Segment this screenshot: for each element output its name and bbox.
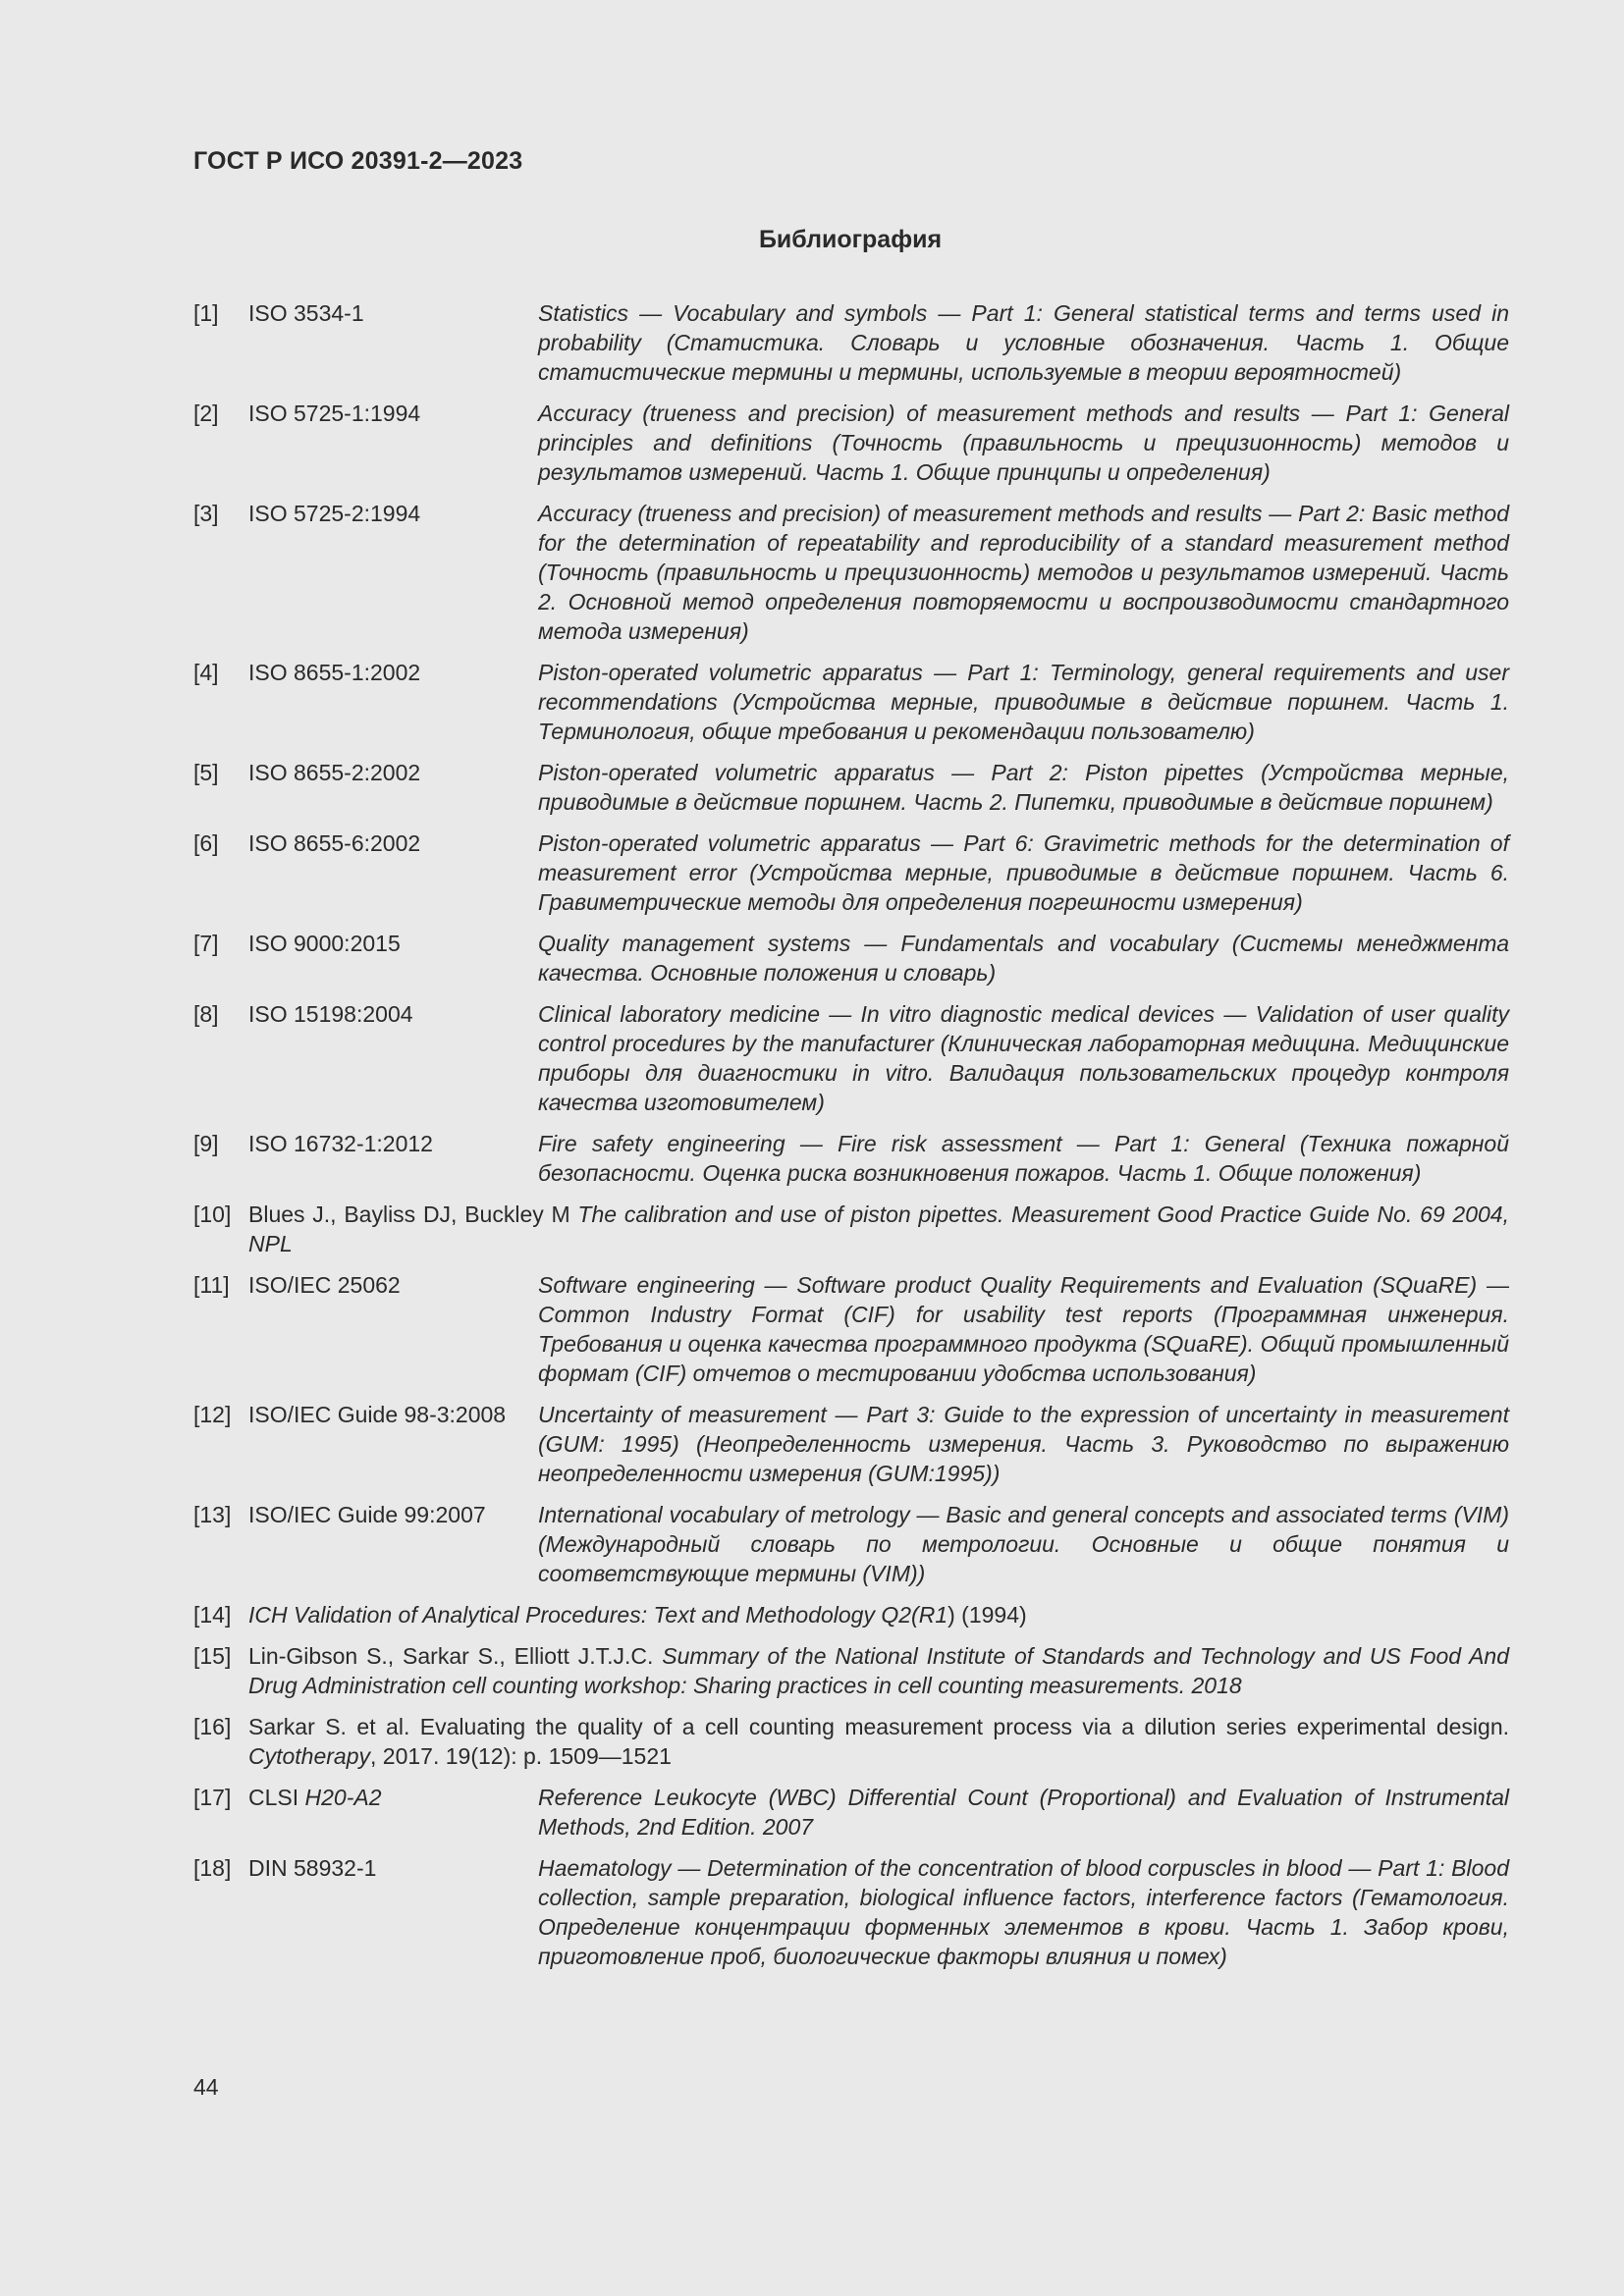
entry-number: [9] <box>193 1131 219 1156</box>
bibliography-entry-9 <box>193 1129 1509 1188</box>
bibliography-entry-15 <box>193 1641 1509 1700</box>
entry-number: [1] <box>193 300 219 326</box>
entry-standard-code: ISO/IEC Guide 98-3:2008 <box>248 1402 507 1427</box>
bibliography-entry-14 <box>193 1600 1509 1629</box>
entry-title: Fire safety engineering — Fire risk assessment — Part 1: General (Техника пожарной безопасности. Оценка риска возникновения пожаров. Часть 1. Общие положения) <box>538 1131 1509 1186</box>
bibliography-entry-5 <box>193 758 1509 817</box>
entry-citation <box>248 1200 1509 1258</box>
entry-number: [16] <box>193 1714 232 1739</box>
entry-title: International vocabulary of metrology — Basic and general concepts and associated terms (VIM) (Международный словарь по метрологии. Основные и общие понятия и соответствующие термины (VIM)) <box>538 1502 1509 1586</box>
entry-number: [2] <box>193 400 219 426</box>
entry-standard-code: ISO 15198:2004 <box>248 1001 413 1027</box>
page-number: 44 <box>193 2074 219 2100</box>
entry-number: [6] <box>193 830 219 856</box>
bibliography-entry-7 <box>193 929 1509 988</box>
entry-number: [5] <box>193 760 219 785</box>
entry-standard-code: ISO 8655-2:2002 <box>248 760 421 785</box>
entry-number: [13] <box>193 1502 232 1527</box>
entry-standard-code: ISO 16732-1:2012 <box>248 1131 433 1156</box>
bibliography-list <box>193 298 1509 1983</box>
bibliography-entry-13 <box>193 1500 1509 1588</box>
entry-authors: Blues J., Bayliss DJ, Buckley M <box>248 1201 570 1227</box>
entry-number: [15] <box>193 1643 232 1669</box>
entry-title: Summary of the National Institute of Standards and Technology and US Food And Drug Administration cell counting workshop: Sharing practices in cell counting measurements. 2018 <box>248 1643 1509 1698</box>
entry-title: Clinical laboratory medicine — In vitro diagnostic medical devices — Validation of user quality control procedures by the manufacturer (Клиническая лабораторная медицина. Медицинские приборы для диагностики in vitro. Валидация пользовательских процедур контроля качества изготовителем) <box>538 1001 1509 1115</box>
entry-title: Accuracy (trueness and precision) of measurement methods and results — Part 1: General principles and definitions (Точность (правильность и прецизионность) методов и результатов измерений. Часть 1. Общие принципы и определения) <box>538 400 1509 485</box>
bibliography-entry-10 <box>193 1200 1509 1258</box>
document-id-header: ГОСТ Р ИСО 20391-2—2023 <box>193 147 523 175</box>
entry-text: Sarkar S. et al. Evaluating the quality of a cell counting measurement process via a dilution series experimental design. <box>248 1714 1509 1739</box>
entry-title-revision: R1 <box>918 1602 948 1628</box>
entry-number: [11] <box>193 1272 230 1298</box>
bibliography-entry-16 <box>193 1712 1509 1771</box>
bibliography-entry-11 <box>193 1270 1509 1388</box>
bibliography-entry-8 <box>193 999 1509 1117</box>
entry-title: Reference Leukocyte (WBC) Differential Count (Proportional) and Evaluation of Instrumental Methods, 2nd Edition. 2007 <box>538 1785 1509 1840</box>
entry-journal: Cytotherapy <box>248 1743 371 1769</box>
entry-number: [14] <box>193 1602 232 1628</box>
entry-citation <box>248 1641 1509 1700</box>
entry-title: Piston-operated volumetric apparatus — Part 6: Gravimetric methods for the determination of measurement error (Устройства мерные, приводимые в действие поршнем. Часть 6. Гравиметрические методы для определения погрешности измерения) <box>538 830 1509 915</box>
entry-number: [7] <box>193 931 219 956</box>
entry-standard-code: DIN 58932-1 <box>248 1855 377 1881</box>
bibliography-entry-18 <box>193 1853 1509 1971</box>
entry-number: [8] <box>193 1001 219 1027</box>
entry-authors: Lin-Gibson S., Sarkar S., Elliott J.T.J.C. <box>248 1643 654 1669</box>
section-title: Библиография <box>758 226 943 253</box>
entry-standard-code <box>248 1783 382 1812</box>
entry-standard-code: ISO/IEC 25062 <box>248 1272 401 1298</box>
entry-title-tail: ) (1994) <box>947 1602 1027 1628</box>
entry-number: [18] <box>193 1855 232 1881</box>
bibliography-entry-17 <box>193 1783 1509 1842</box>
entry-number: [10] <box>193 1201 232 1227</box>
bibliography-entry-3 <box>193 499 1509 646</box>
entry-standard-code: ISO/IEC Guide 99:2007 <box>248 1502 486 1527</box>
entry-number: [12] <box>193 1402 232 1427</box>
entry-number: [3] <box>193 501 219 526</box>
entry-title: Piston-operated volumetric apparatus — Part 1: Terminology, general requirements and user recommendations (Устройства мерные, приводимые в действие поршнем. Часть 1. Терминология, общие требования и рекомендации пользователю) <box>538 660 1509 744</box>
entry-title: Statistics — Vocabulary and symbols — Part 1: General statistical terms and terms used in probability (Статистика. Словарь и условные обозначения. Часть 1. Общие статистические термины и термины, используемые в теории вероятностей) <box>538 300 1509 385</box>
entry-citation <box>248 1712 1509 1771</box>
entry-code-doc: H20-A2 <box>304 1785 382 1810</box>
entry-standard-code: ISO 8655-6:2002 <box>248 830 421 856</box>
entry-title: Uncertainty of measurement — Part 3: Guide to the expression of uncertainty in measurement (GUM: 1995) (Неопределенность измерения. Часть 3. Руководство по выражению неопределенности измерения (GUM:1995)) <box>538 1402 1509 1486</box>
entry-title: Haematology — Determination of the concentration of blood corpuscles in blood — Part 1: Blood collection, sample preparation, biological influence factors, interference factors (Гематология. Определение концентрации форменных элементов в крови. Часть 1. Забор крови, приготовление проб, биологические факторы влияния и помех) <box>538 1855 1509 1969</box>
entry-standard-code: ISO 9000:2015 <box>248 931 401 956</box>
entry-standard-code: ISO 3534-1 <box>248 300 364 326</box>
entry-code-org: CLSI <box>248 1785 299 1810</box>
entry-title: Software engineering — Software product Quality Requirements and Evaluation (SQuaRE) — Common Industry Format (CIF) for usability test reports (Программная инженерия. Требования и оценка качества программного продукта (SQuaRE). Общий промышленный формат (CIF) отчетов о тестировании удобства использования) <box>538 1272 1509 1386</box>
entry-tail: , 2017. 19(12): p. 1509—1521 <box>370 1743 672 1769</box>
bibliography-entry-4 <box>193 658 1509 746</box>
entry-number: [17] <box>193 1785 232 1810</box>
entry-citation <box>248 1600 1509 1629</box>
entry-title: ICH Validation of Analytical Procedures: Text and Methodology Q2( <box>248 1602 919 1628</box>
entry-title: Quality management systems — Fundamentals and vocabulary (Системы менеджмента качества. Основные положения и словарь) <box>538 931 1509 986</box>
entry-title: Accuracy (trueness and precision) of measurement methods and results — Part 2: Basic method for the determination of repeatability and reproducibility of a standard measurement method (Точность (правильность и прецизионность) методов и результатов измерений. Часть 2. Основной метод определения повторяемости и воспроизводимости стандартного метода измерения) <box>538 501 1509 644</box>
bibliography-entry-1 <box>193 298 1509 387</box>
bibliography-entry-2 <box>193 399 1509 487</box>
entry-standard-code: ISO 5725-2:1994 <box>248 501 421 526</box>
bibliography-entry-6 <box>193 828 1509 917</box>
entry-number: [4] <box>193 660 219 685</box>
entry-title: Piston-operated volumetric apparatus — Part 2: Piston pipettes (Устройства мерные, приводимые в действие поршнем. Часть 2. Пипетки, приводимые в действие поршнем) <box>538 760 1509 815</box>
entry-title: The calibration and use of piston pipettes. Measurement Good Practice Guide No. 69 2004, NPL <box>248 1201 1509 1256</box>
entry-standard-code: ISO 5725-1:1994 <box>248 400 421 426</box>
entry-standard-code: ISO 8655-1:2002 <box>248 660 421 685</box>
bibliography-entry-12 <box>193 1400 1509 1488</box>
